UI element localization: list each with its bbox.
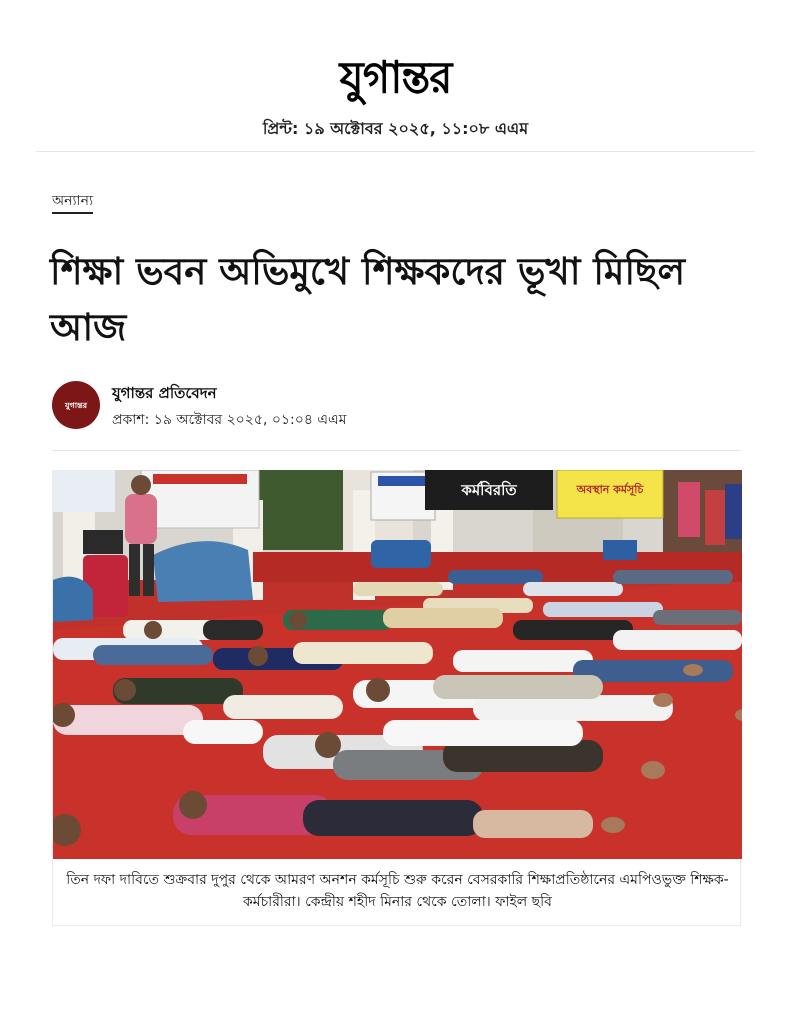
site-logo[interactable]: যুগান্তর bbox=[339, 51, 452, 104]
category-link[interactable]: অন্যান্য bbox=[52, 192, 93, 214]
byline-divider bbox=[52, 450, 741, 451]
author-name[interactable]: যুগান্তর প্রতিবেদন bbox=[112, 384, 217, 402]
article-headline: শিক্ষা ভবন অভিমুখে শিক্ষকদের ভূখা মিছিল আজ bbox=[50, 250, 686, 349]
byline bbox=[52, 380, 742, 430]
photo-banner-text-2: অবস্থান কর্মসূচি bbox=[576, 483, 644, 496]
article-figure bbox=[52, 470, 741, 926]
author-avatar: যুগান্তর bbox=[52, 381, 100, 429]
header-divider bbox=[36, 151, 755, 152]
photo-banner-text-1: কর্মবিরতি bbox=[461, 481, 517, 499]
article-photo bbox=[53, 470, 742, 859]
publish-timestamp: প্রকাশ: ১৯ অক্টোবর ২০২৫, ০১:০৪ এএম bbox=[112, 412, 347, 428]
photo-caption: তিন দফা দাবিতে শুক্রবার দুপুর থেকে আমরণ অনশন কর্মসূচি শুরু করেন বেসরকারি শিক্ষাপ্রতিষ্ঠানের এমপিওভুক্ত শিক্ষক-কর্মচারীরা। কেন্দ্রীয় শহীদ মিনার থেকে তোলা। ফাইল ছবি bbox=[66, 872, 729, 910]
print-timestamp: প্রিন্ট: ১৯ অক্টোবর ২০২৫, ১১:০৮ এএম bbox=[262, 119, 529, 138]
